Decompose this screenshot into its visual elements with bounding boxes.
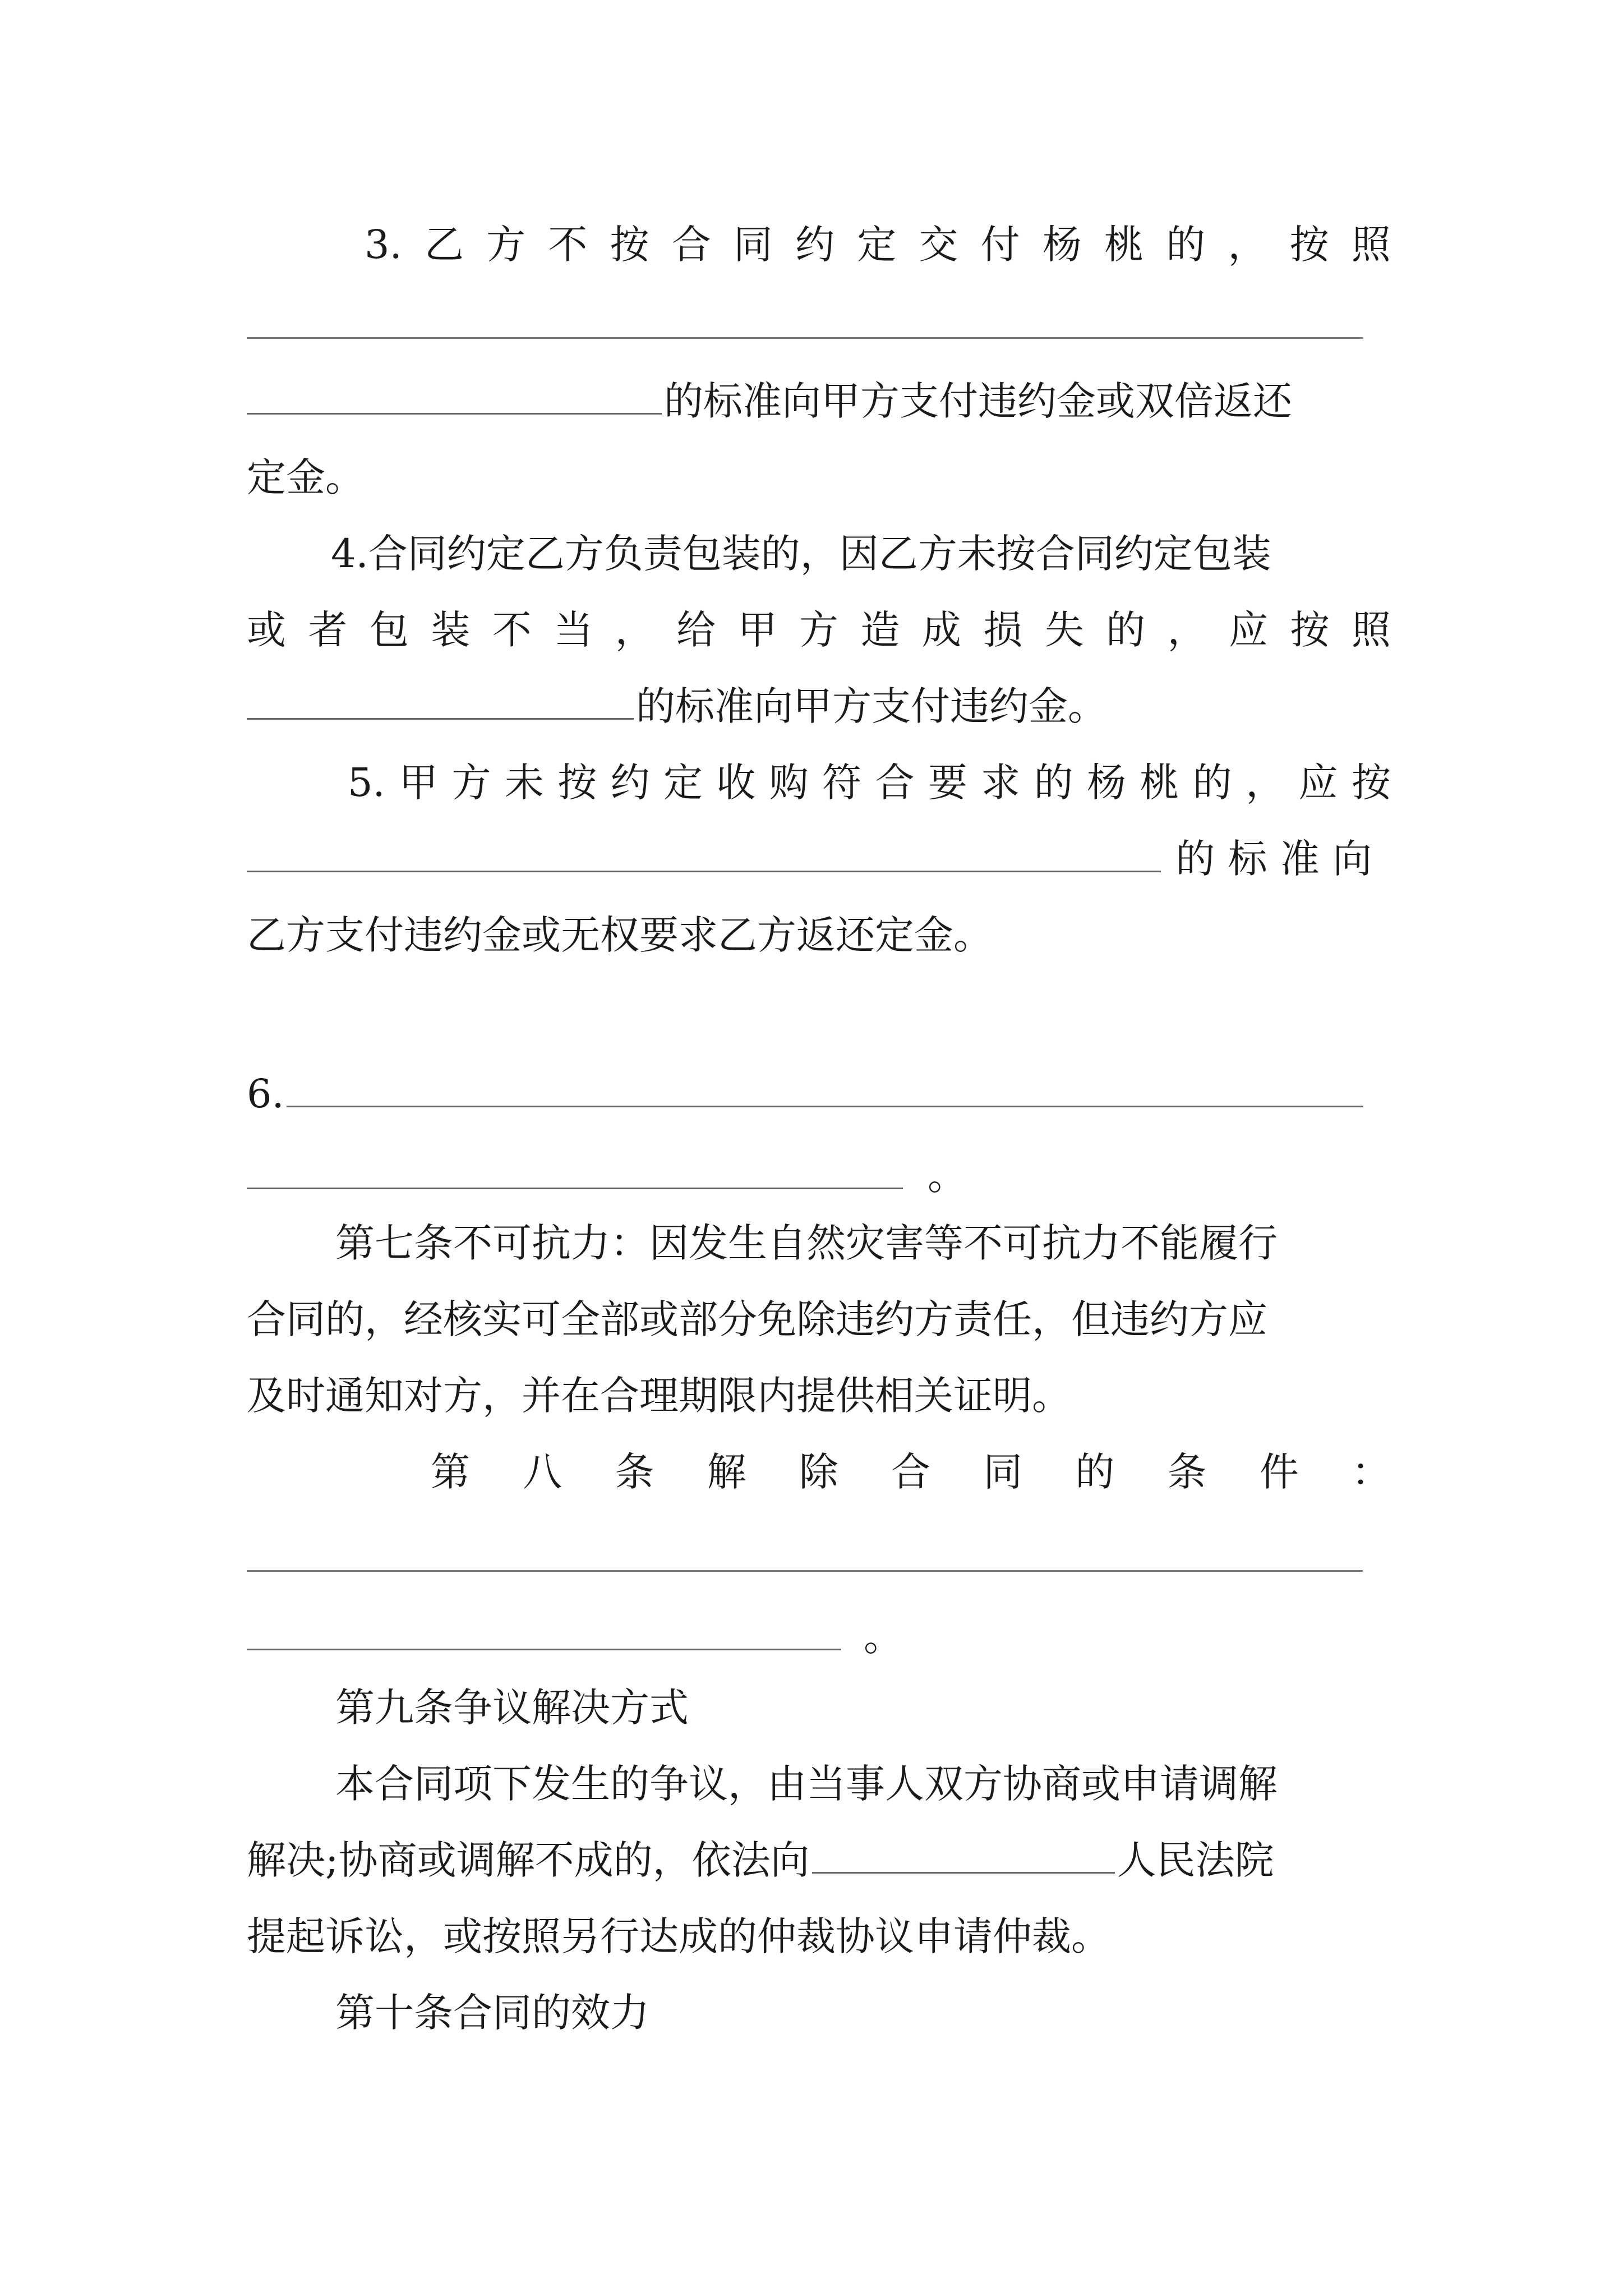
clause-5-line-2 <box>247 825 1391 892</box>
article-9-line-2 <box>247 1826 1391 1894</box>
clause-3-char: 合 <box>671 222 711 268</box>
clause-5-tail-char: 标 <box>1228 836 1267 882</box>
clause-6-blank-2 <box>247 1148 903 1189</box>
clause-4-char: 成 <box>921 607 961 653</box>
clause-4-char: 给 <box>676 607 716 653</box>
clause-4-char: 损 <box>983 607 1023 653</box>
article-8-char: 除 <box>799 1449 838 1495</box>
clause-5-tail-char: 向 <box>1332 836 1372 882</box>
clause-3-char: 不 <box>548 222 588 268</box>
clause-4-blank <box>247 679 634 720</box>
clause-3-char: 方 <box>486 222 526 268</box>
clause-3-char: 交 <box>919 222 958 268</box>
clause-5-char: 收 <box>716 760 756 806</box>
article-8-char: 条 <box>615 1449 654 1495</box>
clause-5-blank <box>247 831 1161 872</box>
article-7-line-2: 合同的，经核实可全部或部分免除违约方责任，但违约方应 <box>247 1296 1267 1342</box>
clause-3-char: 按 <box>610 222 649 268</box>
clause-6-end: 。 <box>928 1153 967 1199</box>
clause-3-char: 定 <box>857 222 897 268</box>
clause-5-char: 应 <box>1298 760 1338 806</box>
clause-4-char: ， <box>1167 607 1207 653</box>
article-8-char: 的 <box>1075 1449 1115 1495</box>
clause-3-line-2 <box>247 367 1391 435</box>
court-blank <box>812 1833 1115 1874</box>
clause-5-line-3: 乙方支付违约金或无权要求乙方返还定金。 <box>247 912 993 958</box>
article-8-char: 解 <box>707 1449 746 1495</box>
article-8-char: ： <box>1351 1449 1391 1495</box>
clause-4-char: 或 <box>247 607 286 653</box>
clause-3-char: 乙 <box>424 222 464 268</box>
clause-4-char: 按 <box>1290 607 1330 653</box>
clause-5-char: 甲 <box>399 760 439 806</box>
clause-3-tail: 的标准向甲方支付违约金或双倍返还 <box>664 378 1292 424</box>
clause-3-line-1 <box>365 211 1391 278</box>
clause-5-char: 求 <box>981 760 1021 806</box>
clause-3-char: ， <box>1228 222 1267 268</box>
clause-4-line-3 <box>247 673 1391 740</box>
article-9-line-2a: 解决;协商或调解不成的，依法向 <box>247 1837 810 1883</box>
article-8-char: 合 <box>891 1449 930 1495</box>
clause-6-number: 6. <box>247 1071 284 1117</box>
clause-4-char: 应 <box>1229 607 1268 653</box>
clause-5-char: 桃 <box>1140 760 1179 806</box>
clause-6-blank <box>287 1066 1363 1107</box>
clause-4-char: 失 <box>1044 607 1084 653</box>
clause-4-char: 者 <box>308 607 348 653</box>
clause-5-char: 要 <box>928 760 967 806</box>
article-8-char: 件 <box>1259 1449 1299 1495</box>
clause-3-char: 照 <box>1351 222 1391 268</box>
clause-3-blank-line <box>247 337 1363 339</box>
clause-4-char: 当 <box>554 607 593 653</box>
clause-4-char: 装 <box>431 607 471 653</box>
clause-5-char: 按 <box>557 760 597 806</box>
clause-4-char: 照 <box>1351 607 1391 653</box>
clause-5-char: 购 <box>769 760 809 806</box>
clause-4-char: 造 <box>860 607 900 653</box>
clause-4-char: 甲 <box>737 607 777 653</box>
clause-5-char: 合 <box>875 760 915 806</box>
article-8-char: 同 <box>983 1449 1023 1495</box>
article-8-char: 条 <box>1167 1449 1207 1495</box>
clause-4-char: 包 <box>369 607 409 653</box>
article-8-end: 。 <box>864 1614 903 1660</box>
clause-4-char: 不 <box>492 607 532 653</box>
clause-3-char: 付 <box>980 222 1020 268</box>
article-8-blank-line <box>247 1570 1363 1572</box>
clause-5-tail-char: 的 <box>1175 836 1215 882</box>
article-8-title <box>431 1438 1391 1506</box>
clause-5-char: 符 <box>822 760 862 806</box>
article-8-char: 八 <box>523 1449 562 1495</box>
clause-4-line-1: 4.合同约定乙方负责包装的，因乙方未按合同约定包装 <box>331 531 1271 577</box>
clause-5-tail-char: 准 <box>1280 836 1320 882</box>
article-8-line-2 <box>247 1603 1391 1671</box>
clause-6-line-1 <box>247 1060 1391 1128</box>
article-7-line-1: 第七条不可抗力：因发生自然灾害等不可抗力不能履行 <box>335 1220 1278 1266</box>
clause-5-char: 未 <box>504 760 544 806</box>
article-9-line-1: 本合同项下发生的争议，由当事人双方协商或申请调解 <box>335 1761 1278 1807</box>
clause-5-char: 约 <box>610 760 650 806</box>
article-10-title: 第十条合同的效力 <box>335 1990 649 2036</box>
clause-5-line-1 <box>348 749 1391 816</box>
article-9-line-3: 提起诉讼，或按照另行达成的仲裁协议申请仲裁。 <box>247 1913 1110 1959</box>
clause-5-char: 方 <box>451 760 491 806</box>
clause-5-char: 定 <box>663 760 703 806</box>
clause-5-char: 的 <box>1192 760 1232 806</box>
article-9-title: 第九条争议解决方式 <box>335 1685 689 1731</box>
clause-5-char: 5. <box>348 760 385 806</box>
article-9-line-2b: 人民法院 <box>1117 1837 1274 1883</box>
clause-5-char: 杨 <box>1087 760 1127 806</box>
clause-4-tail: 的标准向甲方支付违约金。 <box>636 683 1107 729</box>
clause-4-char: ， <box>615 607 654 653</box>
clause-3-char: 同 <box>733 222 773 268</box>
clause-3-char: 约 <box>795 222 835 268</box>
clause-4-line-2 <box>247 596 1391 664</box>
clause-5-char: 的 <box>1034 760 1073 806</box>
clause-3-char: 杨 <box>1042 222 1082 268</box>
clause-3-char: 按 <box>1289 222 1329 268</box>
clause-4-char: 的 <box>1106 607 1146 653</box>
clause-5-char: 按 <box>1351 760 1391 806</box>
clause-6-line-2 <box>247 1142 1391 1209</box>
article-8-char: 第 <box>431 1449 470 1495</box>
clause-4-char: 方 <box>799 607 838 653</box>
clause-5-char: ， <box>1246 760 1285 806</box>
clause-3-char: 的 <box>1166 222 1206 268</box>
article-8-blank <box>247 1609 841 1650</box>
clause-3-end: 定金。 <box>247 454 365 500</box>
clause-3-char: 桃 <box>1104 222 1144 268</box>
clause-3-char: 3. <box>365 222 402 268</box>
clause-3-blank <box>247 374 662 415</box>
article-7-line-3: 及时通知对方，并在合理期限内提供相关证明。 <box>247 1373 1071 1419</box>
